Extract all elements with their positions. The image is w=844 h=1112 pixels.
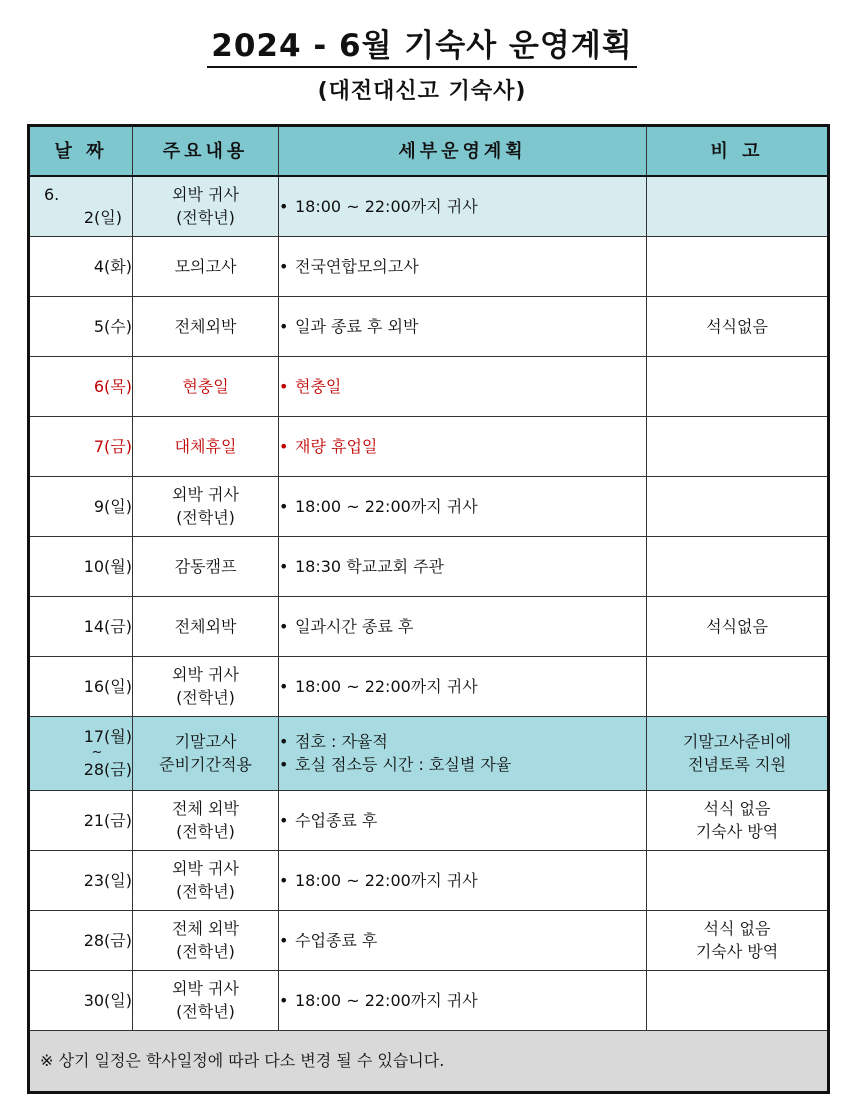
- item-line: 외박 귀사: [172, 859, 239, 878]
- table-row: [29, 356, 829, 416]
- item-line: 준비기간적용: [159, 755, 252, 774]
- item-line: 기말고사: [174, 732, 237, 751]
- date-cell: [29, 356, 133, 416]
- date-cell: [29, 416, 133, 476]
- item-cell: [133, 790, 279, 850]
- item-line: 외박 귀사: [172, 485, 239, 504]
- plan-line: • 전국연합모의고사: [279, 255, 646, 278]
- item-cell: [133, 716, 279, 790]
- date-day: 7(금): [93, 436, 132, 456]
- item-line: (전학년): [176, 208, 235, 228]
- item-line: 외박 귀사: [172, 185, 239, 205]
- plan-line: • 18:30 학교교회 주관: [279, 555, 646, 578]
- item-cell: [133, 596, 279, 656]
- date-cell: [29, 850, 133, 910]
- date-day: 9(일): [93, 496, 132, 516]
- item-cell: [133, 356, 279, 416]
- item-line: (전학년): [176, 508, 235, 527]
- note-cell: [647, 416, 829, 476]
- item-line: 전체 외박: [172, 919, 239, 938]
- note-cell: [647, 970, 829, 1030]
- plan-cell: [279, 596, 647, 656]
- plan-cell: [279, 476, 647, 536]
- date-cell: [29, 790, 133, 850]
- date-day: 2(일): [83, 208, 122, 227]
- footnote-row: [29, 1030, 829, 1092]
- date-cell: [29, 536, 133, 596]
- item-line: 전체외박: [174, 616, 237, 636]
- plan-cell: [279, 536, 647, 596]
- table-row: [29, 656, 829, 716]
- table-row: [29, 296, 829, 356]
- plan-cell: [279, 296, 647, 356]
- note-cell: [647, 296, 829, 356]
- plan-cell: [279, 970, 647, 1030]
- date-day: 6(목): [93, 376, 132, 396]
- plan-cell: [279, 656, 647, 716]
- item-line: (전학년): [176, 822, 235, 841]
- date-day: 23(일): [83, 870, 132, 890]
- plan-line: • 수업종료 후: [279, 929, 646, 952]
- plan-cell: [279, 850, 647, 910]
- item-cell: [133, 296, 279, 356]
- table-row: [29, 176, 829, 236]
- plan-line: • 현충일: [279, 375, 646, 398]
- item-line: 외박 귀사: [172, 665, 239, 684]
- page-title-wrap: [0, 28, 844, 68]
- plan-line: • 점호 : 자율적: [279, 730, 646, 753]
- date-cell: [29, 176, 133, 236]
- plan-cell: [279, 790, 647, 850]
- header-plan: 세부운영계획: [279, 126, 647, 177]
- date-end: 28(금): [83, 760, 132, 779]
- date-day: 5(수): [93, 316, 132, 336]
- plan-line: • 18:00 ~ 22:00까지 귀사: [279, 869, 646, 892]
- note-cell: [647, 790, 829, 850]
- date-cell: [29, 970, 133, 1030]
- date-range-cell: [29, 716, 133, 790]
- table-row: [29, 596, 829, 656]
- date-separator: ~: [91, 745, 103, 760]
- note-cell: [647, 536, 829, 596]
- plan-line: • 재량 휴업일: [279, 435, 646, 458]
- table-row: [29, 910, 829, 970]
- item-line: (전학년): [176, 942, 235, 961]
- table-row: [29, 790, 829, 850]
- item-line: 대체휴일: [174, 436, 237, 456]
- item-cell: [133, 656, 279, 716]
- date-start: 17(월): [83, 727, 132, 746]
- date-day: 16(일): [83, 676, 132, 696]
- plan-line: • 호실 점소등 시간 : 호실별 자율: [279, 753, 646, 776]
- table-row: [29, 850, 829, 910]
- header-note: 비 고: [647, 126, 829, 177]
- footnote: ※ 상기 일정은 학사일정에 따라 다소 변경 될 수 있습니다.: [29, 1030, 829, 1092]
- item-cell: [133, 536, 279, 596]
- plan-cell: [279, 416, 647, 476]
- schedule-table: [27, 124, 830, 1094]
- note-line: 전념토록 지원: [688, 755, 786, 774]
- page-subtitle: (대전대신고 기숙사): [317, 79, 527, 104]
- table-row: [29, 236, 829, 296]
- item-line: (전학년): [176, 1002, 235, 1021]
- date-day: 28(금): [83, 930, 132, 950]
- plan-line: • 18:00 ~ 22:00까지 귀사: [279, 495, 646, 518]
- date-cell: [29, 296, 133, 356]
- note-line: 석식 없음: [703, 799, 771, 818]
- plan-cell: [279, 910, 647, 970]
- note-line: 석식없음: [706, 616, 768, 636]
- plan-cell: [279, 716, 647, 790]
- table-row: [29, 476, 829, 536]
- date-month: 6.: [44, 185, 60, 204]
- plan-line: • 수업종료 후: [279, 809, 646, 832]
- date-day: 30(일): [83, 990, 132, 1010]
- item-cell: [133, 416, 279, 476]
- item-line: 감동캠프: [174, 556, 237, 576]
- plan-line: • 18:00 ~ 22:00까지 귀사: [279, 989, 646, 1012]
- date-cell: [29, 236, 133, 296]
- item-cell: [133, 850, 279, 910]
- date-day: 21(금): [83, 810, 132, 830]
- date-cell: [29, 910, 133, 970]
- item-line: 전체 외박: [172, 799, 239, 818]
- item-line: 모의고사: [174, 256, 237, 276]
- date-cell: [29, 596, 133, 656]
- note-cell: [647, 656, 829, 716]
- date-cell: [29, 476, 133, 536]
- plan-line: • 18:00 ~ 22:00까지 귀사: [279, 195, 646, 218]
- item-cell: [133, 476, 279, 536]
- note-line: 석식없음: [706, 316, 768, 336]
- table-header-row: [29, 126, 829, 177]
- note-cell: [647, 596, 829, 656]
- note-line: 기숙사 방역: [695, 822, 779, 841]
- note-cell: [647, 236, 829, 296]
- date-day: 4(화): [93, 256, 132, 276]
- table-row: [29, 536, 829, 596]
- plan-line: • 18:00 ~ 22:00까지 귀사: [279, 675, 646, 698]
- item-cell: [133, 176, 279, 236]
- note-line: 석식 없음: [703, 919, 771, 938]
- item-cell: [133, 970, 279, 1030]
- plan-line: • 일과시간 종료 후: [279, 615, 646, 638]
- note-cell: [647, 476, 829, 536]
- plan-cell: [279, 176, 647, 236]
- date-cell: [29, 656, 133, 716]
- plan-cell: [279, 236, 647, 296]
- header-item: 주요내용: [133, 126, 279, 177]
- note-cell: [647, 716, 829, 790]
- item-cell: [133, 236, 279, 296]
- page-title: 2024 - 6월 기숙사 운영계획: [207, 28, 636, 68]
- header-date: 날 짜: [29, 126, 133, 177]
- note-cell: [647, 910, 829, 970]
- plan-line: • 일과 종료 후 외박: [279, 315, 646, 338]
- table-row: [29, 970, 829, 1030]
- item-cell: [133, 910, 279, 970]
- note-cell: [647, 176, 829, 236]
- date-day: 14(금): [83, 616, 132, 636]
- table-row: [29, 416, 829, 476]
- date-day: 10(월): [83, 556, 132, 576]
- item-line: 외박 귀사: [172, 979, 239, 998]
- item-line: (전학년): [176, 882, 235, 901]
- note-cell: [647, 356, 829, 416]
- item-line: (전학년): [176, 688, 235, 707]
- table-row: [29, 716, 829, 790]
- plan-cell: [279, 356, 647, 416]
- item-line: 현충일: [182, 376, 229, 396]
- note-line: 기말고사준비에: [682, 732, 792, 751]
- note-line: 기숙사 방역: [695, 942, 779, 961]
- note-cell: [647, 850, 829, 910]
- item-line: 전체외박: [174, 316, 237, 336]
